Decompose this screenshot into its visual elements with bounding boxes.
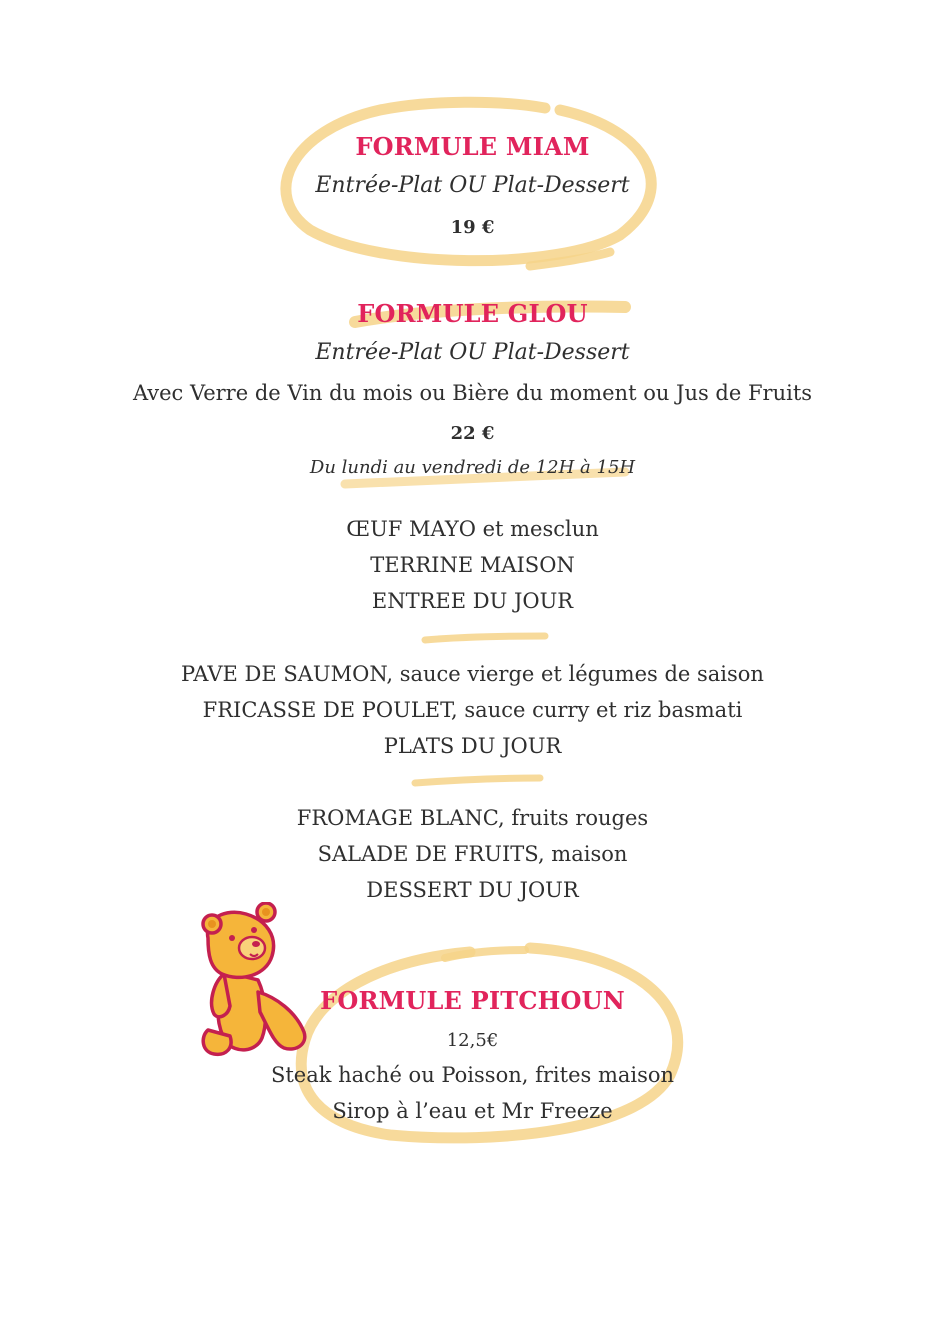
dessert-item [0, 842, 945, 866]
plat-detail: sauce curry et riz basmati [457, 698, 743, 722]
entree-detail: et mesclun [475, 517, 599, 541]
plat-name: PAVE DE SAUMON, [181, 662, 394, 686]
entree-item [0, 589, 945, 613]
entree-name: ENTREE DU JOUR [371, 589, 574, 613]
formule-glou-drinks: Avec Verre de Vin du mois ou Bière du moment ou Jus de Fruits [132, 381, 813, 405]
entree-name: ŒUF MAYO [346, 517, 476, 541]
plat-item [0, 662, 945, 686]
formule-glou-subtitle: Entrée-Plat OU Plat-Dessert [315, 340, 630, 365]
dessert-detail: fruits rouges [504, 806, 649, 830]
dessert-detail: maison [544, 842, 628, 866]
plat-name: FRICASSE DE POULET, [202, 698, 458, 722]
pitchoun-tail-stroke [445, 950, 525, 958]
formule-pitchoun-line1: Steak haché ou Poisson, frites maison [270, 1063, 675, 1087]
formule-miam-title: FORMULE MIAM [355, 132, 590, 161]
dessert-name: DESSERT DU JOUR [366, 878, 579, 902]
plat-detail: sauce vierge et légumes de saison [393, 662, 764, 686]
formule-miam-subtitle: Entrée-Plat OU Plat-Dessert [315, 173, 630, 198]
formule-glou-title: FORMULE GLOU [357, 299, 588, 328]
plat-item [0, 734, 945, 758]
formule-glou-price: 22 € [450, 423, 495, 444]
dessert-name: FROMAGE BLANC, [296, 806, 505, 830]
formule-pitchoun-price: 12,5€ [446, 1030, 499, 1051]
separator-2 [415, 778, 540, 783]
separator-1 [425, 636, 545, 640]
dessert-item [0, 806, 945, 830]
formule-pitchoun-title: FORMULE PITCHOUN [320, 986, 625, 1015]
formule-pitchoun-line2: Sirop à l’eau et Mr Freeze [332, 1099, 613, 1123]
entree-item [0, 517, 945, 541]
formule-miam-price: 19 € [450, 217, 495, 238]
formule-glou-hours: Du lundi au vendredi de 12H à 15H [309, 457, 636, 478]
dessert-name: SALADE DE FRUITS, [317, 842, 545, 866]
entree-item [0, 553, 945, 577]
plat-name: PLATS DU JOUR [383, 734, 562, 758]
miam-tail-stroke [530, 252, 610, 266]
entree-name: TERRINE MAISON [370, 553, 575, 577]
plat-item [0, 698, 945, 722]
dessert-item [0, 878, 945, 902]
